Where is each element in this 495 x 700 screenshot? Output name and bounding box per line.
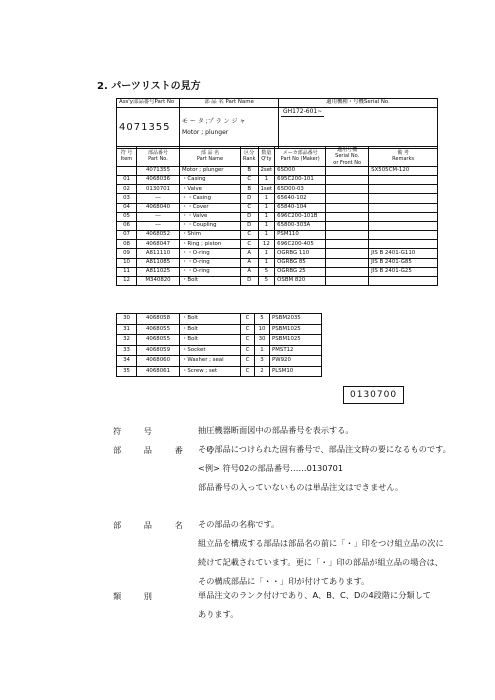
cell-remarks bbox=[369, 240, 438, 249]
cell-maker: 65640-102 bbox=[275, 194, 326, 203]
cell-maker: PMST12 bbox=[270, 345, 322, 356]
cell-serial bbox=[326, 249, 369, 258]
cell-name: ・・Valve bbox=[180, 212, 241, 221]
cell-rank: D bbox=[241, 221, 259, 230]
cell-item: 01 bbox=[117, 175, 137, 184]
cell-part-no: A811110 bbox=[137, 249, 180, 258]
cell-remarks: JIS B 2401-G25 bbox=[369, 267, 438, 276]
cell-qty: 1 bbox=[258, 194, 275, 203]
col-item: 符 号 Item bbox=[117, 147, 137, 167]
cell-name: ・Socket bbox=[180, 345, 241, 356]
cell-part-no: A811025 bbox=[137, 267, 180, 276]
table-row bbox=[117, 212, 438, 221]
description-line: 組立品を構成する部品は部品名の前に「・」印をつけ組立品の次に bbox=[198, 538, 444, 548]
cell-name: ・Casing bbox=[180, 175, 241, 184]
cell-maker: PSM110 bbox=[275, 231, 326, 240]
cell-maker: 65D00 bbox=[275, 166, 326, 175]
table-row bbox=[117, 175, 438, 184]
cell-serial bbox=[326, 185, 369, 194]
cell-name: ・Valve bbox=[180, 185, 241, 194]
cell-maker: 65800-303A bbox=[275, 221, 326, 230]
cell-maker: 695C200-101 bbox=[275, 175, 326, 184]
cell-maker: OGRBG 85 bbox=[275, 258, 326, 267]
cell-rank: C bbox=[241, 366, 255, 377]
table-row bbox=[117, 356, 322, 367]
description-line: その部品の名称です。 bbox=[198, 519, 280, 529]
cell-maker: PLSM10 bbox=[270, 366, 322, 377]
cell-qty: 1 bbox=[258, 258, 275, 267]
cell-name: ・・Cover bbox=[180, 203, 241, 212]
cell-remarks bbox=[369, 221, 438, 230]
cell-part-no: 0130701 bbox=[137, 185, 180, 194]
cell-name: ・・Coupling bbox=[180, 221, 241, 230]
cell-rank: D bbox=[241, 194, 259, 203]
cell-part-no: ― bbox=[137, 221, 180, 230]
cell-serial bbox=[326, 231, 369, 240]
cell-qty: 5 bbox=[255, 314, 270, 325]
cell-serial bbox=[326, 194, 369, 203]
cell-rank: D bbox=[241, 277, 259, 286]
col-remarks: 備 考 Remarks bbox=[369, 147, 438, 167]
cell-qty: 2 bbox=[255, 366, 270, 377]
part-name-label: 部 品 名 Part Name bbox=[180, 99, 279, 108]
cell-remarks bbox=[369, 203, 438, 212]
cell-qty: 10 bbox=[255, 324, 270, 335]
cell-remarks bbox=[369, 194, 438, 203]
cell-item: 06 bbox=[117, 221, 137, 230]
cell-serial bbox=[326, 240, 369, 249]
cell-qty: 3 bbox=[255, 356, 270, 367]
cell-name: ・Ring ; piston bbox=[180, 240, 241, 249]
cell-qty: 2set bbox=[258, 166, 275, 175]
cell-rank: B bbox=[241, 166, 259, 175]
cell-name: ・Bolt bbox=[180, 314, 241, 325]
description-label: 部 品 番 号 bbox=[113, 445, 224, 455]
cell-rank: C bbox=[241, 314, 255, 325]
cell-qty: 5 bbox=[258, 267, 275, 276]
cell-serial bbox=[326, 277, 369, 286]
cell-item: 09 bbox=[117, 249, 137, 258]
cell-maker: 65840-104 bbox=[275, 203, 326, 212]
cell-qty: 1 bbox=[258, 203, 275, 212]
table-row bbox=[117, 240, 438, 249]
table-row bbox=[117, 166, 438, 175]
cell-part-no: ― bbox=[137, 194, 180, 203]
cell-maker: 696C200-405 bbox=[275, 240, 326, 249]
cell-qty: 30 bbox=[255, 335, 270, 346]
cell-qty: 1 bbox=[258, 212, 275, 221]
table-row bbox=[117, 249, 438, 258]
cell-qty: 12 bbox=[258, 240, 275, 249]
table-row bbox=[117, 203, 438, 212]
cell-rank: C bbox=[241, 231, 259, 240]
serial-value: GH172-601~ bbox=[283, 108, 323, 115]
cell-remarks bbox=[369, 175, 438, 184]
part-name-jp: モ ー タ ;プ ラ ン ジ ャ bbox=[182, 118, 246, 126]
cell-qty: 1 bbox=[255, 345, 270, 356]
cell-remarks bbox=[369, 212, 438, 221]
table-row bbox=[117, 258, 438, 267]
cell-rank: A bbox=[241, 258, 259, 267]
cell-item: 35 bbox=[117, 366, 137, 377]
cell-part-no: 4068036 bbox=[137, 175, 180, 184]
cell-maker: OGRBG 110 bbox=[275, 249, 326, 258]
cell-item bbox=[117, 166, 137, 175]
cell-name: Motor ; plunger bbox=[180, 166, 241, 175]
table-row bbox=[117, 221, 438, 230]
table-row bbox=[117, 267, 438, 276]
part-name-en: Motor ; plunger bbox=[182, 129, 229, 136]
cell-serial bbox=[326, 166, 369, 175]
description-line: 単品注文のランク付けであり、A、B、C、Dの4段階に分類して bbox=[198, 590, 431, 600]
cell-part-no: 4068059 bbox=[137, 345, 180, 356]
cell-part-no: 4068047 bbox=[137, 240, 180, 249]
cell-maker: 65D00-03 bbox=[275, 185, 326, 194]
cell-rank: B bbox=[241, 185, 259, 194]
cell-remarks: JIS B 2401-G110 bbox=[369, 249, 438, 258]
assy-label: Ass'y部品番号Part No bbox=[117, 99, 180, 108]
description-label: 類 別 bbox=[113, 591, 162, 601]
cell-part-no: 4068040 bbox=[137, 203, 180, 212]
cell-rank: C bbox=[241, 356, 255, 367]
description-line: <例> 符号02の部品番号……0130701 bbox=[198, 463, 344, 473]
description-line: その構成部品に「・・」印が付けてあります。 bbox=[198, 576, 370, 586]
cell-serial bbox=[326, 221, 369, 230]
cell-part-no: 4068052 bbox=[137, 231, 180, 240]
cell-part-no: 4071355 bbox=[137, 166, 180, 175]
cell-serial bbox=[326, 267, 369, 276]
cell-maker: 696C200-101B bbox=[275, 212, 326, 221]
cell-rank: A bbox=[241, 267, 259, 276]
cell-part-no: 4068055 bbox=[137, 335, 180, 346]
cell-qty: 1set bbox=[258, 185, 275, 194]
table-row bbox=[117, 277, 438, 286]
table-row bbox=[117, 185, 438, 194]
cell-item: 03 bbox=[117, 194, 137, 203]
cell-serial bbox=[326, 212, 369, 221]
cell-maker: OSBM 820 bbox=[275, 277, 326, 286]
cell-rank: C bbox=[241, 335, 255, 346]
col-part-name: 部 品 名 Part Name bbox=[180, 147, 241, 167]
cell-part-no: 4068055 bbox=[137, 324, 180, 335]
cell-item: 05 bbox=[117, 212, 137, 221]
cell-item: 11 bbox=[117, 267, 137, 276]
col-part-no: 部品番号 Part No. bbox=[137, 147, 180, 167]
cell-remarks: SX505CM-120 bbox=[369, 166, 438, 175]
cell-maker: PSBM1025 bbox=[270, 335, 322, 346]
cell-qty: 5 bbox=[258, 277, 275, 286]
cell-name: ・Bolt bbox=[180, 324, 241, 335]
cell-serial bbox=[326, 203, 369, 212]
table-row bbox=[117, 231, 438, 240]
cell-rank: C bbox=[241, 324, 255, 335]
cell-name: ・・O-ring bbox=[180, 249, 241, 258]
table-row bbox=[117, 366, 322, 377]
cell-qty: 1 bbox=[258, 175, 275, 184]
cell-item: 10 bbox=[117, 258, 137, 267]
cell-item: 02 bbox=[117, 185, 137, 194]
section-title: 2. パーツリストの見方 bbox=[97, 81, 201, 92]
cell-qty: 1 bbox=[258, 221, 275, 230]
description-label: 部 品 名 bbox=[113, 520, 193, 530]
cell-rank: C bbox=[241, 345, 255, 356]
cell-item: 07 bbox=[117, 231, 137, 240]
cell-name: ・Screw ; set bbox=[180, 366, 241, 377]
serial-value-cell bbox=[279, 108, 438, 149]
cell-rank: C bbox=[241, 203, 259, 212]
description-line: 抽圧機器断面図中の部品番号を表示する。 bbox=[198, 425, 354, 435]
cell-name: ・・Casing bbox=[180, 194, 241, 203]
table-row bbox=[117, 335, 322, 346]
cell-item: 08 bbox=[117, 240, 137, 249]
table-row bbox=[117, 345, 322, 356]
cell-maker: PSBM1025 bbox=[270, 324, 322, 335]
cell-remarks: JIS B 2401-G85 bbox=[369, 258, 438, 267]
cell-part-no: ― bbox=[137, 212, 180, 221]
cell-name: ・Washer ; seal bbox=[180, 356, 241, 367]
cell-remarks bbox=[369, 185, 438, 194]
cell-qty: 1 bbox=[258, 249, 275, 258]
serial-label: 適用機種・号機Serial No. bbox=[279, 99, 438, 108]
col-qty: 数量 Q'ty bbox=[258, 147, 275, 167]
cell-name: ・Bolt bbox=[180, 335, 241, 346]
cell-part-no: M340820 bbox=[137, 277, 180, 286]
cell-serial bbox=[326, 258, 369, 267]
cell-part-no: A811085 bbox=[137, 258, 180, 267]
cell-name: ・Shim bbox=[180, 231, 241, 240]
boxed-part-number: 0130700 bbox=[343, 386, 404, 404]
cell-item: 31 bbox=[117, 324, 137, 335]
assy-part-name bbox=[180, 108, 279, 149]
cell-part-no: 4068060 bbox=[137, 356, 180, 367]
cell-rank: C bbox=[241, 175, 259, 184]
table-row bbox=[117, 324, 322, 335]
table-row bbox=[117, 314, 322, 325]
description-line: 続けて記載されています。更に「・」印の部品が組立品の場合は、 bbox=[198, 557, 443, 567]
parts-table-continued bbox=[116, 313, 322, 377]
cell-remarks bbox=[369, 231, 438, 240]
cell-qty: 1 bbox=[258, 231, 275, 240]
col-rank: 区分 Rank bbox=[241, 147, 259, 167]
cell-item: 34 bbox=[117, 356, 137, 367]
parts-table bbox=[116, 146, 438, 286]
cell-part-no: 4068058 bbox=[137, 314, 180, 325]
assy-number: 4071355 bbox=[117, 108, 180, 149]
table-row bbox=[117, 194, 438, 203]
description-line: あります。 bbox=[198, 609, 239, 619]
cell-maker: PSBM2035 bbox=[270, 314, 322, 325]
cell-rank: A bbox=[241, 249, 259, 258]
cell-serial bbox=[326, 175, 369, 184]
cell-part-no: 4068061 bbox=[137, 366, 180, 377]
cell-name: ・・O-ring bbox=[180, 267, 241, 276]
col-maker: メーカ部品番号 Part No (Maker) bbox=[275, 147, 326, 167]
cell-name: ・Bolt bbox=[180, 277, 241, 286]
cell-item: 33 bbox=[117, 345, 137, 356]
col-serial: 適用号機 Serial No. or Front No bbox=[326, 147, 369, 167]
assembly-header-table bbox=[116, 98, 438, 149]
cell-item: 32 bbox=[117, 335, 137, 346]
cell-maker: PW920 bbox=[270, 356, 322, 367]
description-line: その部品につけられた固有番号で、部品注文時の要になるものです。 bbox=[198, 444, 451, 454]
cell-rank: C bbox=[241, 240, 259, 249]
cell-name: ・・O-ring bbox=[180, 258, 241, 267]
cell-remarks bbox=[369, 277, 438, 286]
description-label: 符 号 bbox=[113, 426, 162, 436]
cell-item: 12 bbox=[117, 277, 137, 286]
description-line: 部品番号の入っていないものは単品注文はできません。 bbox=[198, 482, 404, 492]
cell-item: 30 bbox=[117, 314, 137, 325]
cell-item: 04 bbox=[117, 203, 137, 212]
cell-rank: D bbox=[241, 212, 259, 221]
cell-maker: OGRBG 25 bbox=[275, 267, 326, 276]
